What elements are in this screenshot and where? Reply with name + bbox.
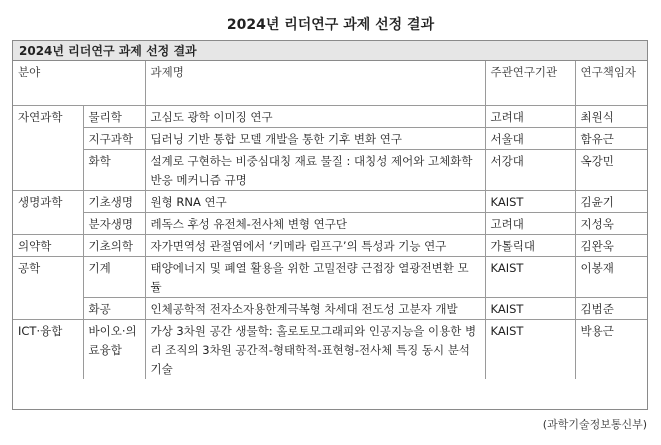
subfield-cell: 분자생명 [83, 212, 145, 234]
pi-cell: 김완욱 [575, 234, 647, 256]
subfield-cell: 기초생명 [83, 190, 145, 212]
header-row [13, 61, 647, 105]
subfield-cell: 화학 [83, 149, 145, 190]
org-cell: 서강대 [485, 149, 575, 190]
header-org: 주관연구기관 [485, 61, 575, 105]
table-caption: 2024년 리더연구 과제 선정 결과 [13, 41, 647, 61]
title-cell: 인체공학적 전자소자용한계극복형 차세대 전도성 고분자 개발 [145, 297, 485, 319]
subfield-cell: 기초의학 [83, 234, 145, 256]
subfield-cell: 지구과학 [83, 127, 145, 149]
results-table-frame [12, 40, 648, 410]
subfield-cell: 물리학 [83, 105, 145, 127]
table-row [13, 256, 647, 297]
pi-cell: 김범준 [575, 297, 647, 319]
field-cell: ICT·융합 [13, 319, 83, 379]
title-cell: 설계로 구현하는 비중심대칭 재료 물질 : 대칭성 제어와 고체화학 반응 메커니즘 규명 [145, 149, 485, 190]
pi-cell: 옥강민 [575, 149, 647, 190]
table-row [13, 105, 647, 127]
header-pi: 연구책임자 [575, 61, 647, 105]
field-cell: 공학 [13, 256, 83, 297]
org-cell: 가톨릭대 [485, 234, 575, 256]
table-row [13, 319, 647, 379]
pi-cell: 이봉재 [575, 256, 647, 297]
subfield-cell: 기계 [83, 256, 145, 297]
table-row [13, 212, 647, 234]
subfield-cell: 바이오·의료융합 [83, 319, 145, 379]
source-credit: (과학기술정보통신부) [542, 418, 647, 431]
title-cell: 딥러닝 기반 통합 모델 개발을 통한 기후 변화 연구 [145, 127, 485, 149]
page-title: 2024년 리더연구 과제 선정 결과 [226, 17, 435, 33]
field-cell [13, 127, 83, 149]
header-title: 과제명 [145, 61, 485, 105]
field-cell [13, 212, 83, 234]
field-cell [13, 297, 83, 319]
field-cell: 자연과학 [13, 105, 83, 127]
org-cell: KAIST [485, 190, 575, 212]
pi-cell: 박용근 [575, 319, 647, 379]
table-row [13, 297, 647, 319]
title-cell: 태양에너지 및 폐열 활용을 위한 고밀전량 근접장 열광전변환 모듈 [145, 256, 485, 297]
field-cell: 생명과학 [13, 190, 83, 212]
org-cell: 서울대 [485, 127, 575, 149]
table-row [13, 190, 647, 212]
field-cell [13, 149, 83, 190]
pi-cell: 지성욱 [575, 212, 647, 234]
table-row [13, 149, 647, 190]
field-cell: 의약학 [13, 234, 83, 256]
org-cell: 고려대 [485, 105, 575, 127]
org-cell: KAIST [485, 256, 575, 297]
org-cell: 고려대 [485, 212, 575, 234]
pi-cell: 함유근 [575, 127, 647, 149]
table-row [13, 234, 647, 256]
org-cell: KAIST [485, 319, 575, 379]
title-cell: 레독스 후성 유전체-전사체 변형 연구단 [145, 212, 485, 234]
title-cell: 가상 3차원 공간 생물학: 홀로토모그래피와 인공지능을 이용한 병리 조직의 3차원 공간적-형태학적-표현형-전사체 특징 동시 분석 기술 [145, 319, 485, 379]
title-cell: 자가면역성 관절염에서 ‘키메라 림프구’의 특성과 기능 연구 [145, 234, 485, 256]
subfield-cell: 화공 [83, 297, 145, 319]
header-field: 분야 [18, 65, 41, 79]
title-cell: 고심도 광학 이미징 연구 [145, 105, 485, 127]
results-table [13, 61, 647, 379]
title-cell: 원형 RNA 연구 [145, 190, 485, 212]
table-row [13, 127, 647, 149]
pi-cell: 김윤기 [575, 190, 647, 212]
pi-cell: 최원식 [575, 105, 647, 127]
org-cell: KAIST [485, 297, 575, 319]
